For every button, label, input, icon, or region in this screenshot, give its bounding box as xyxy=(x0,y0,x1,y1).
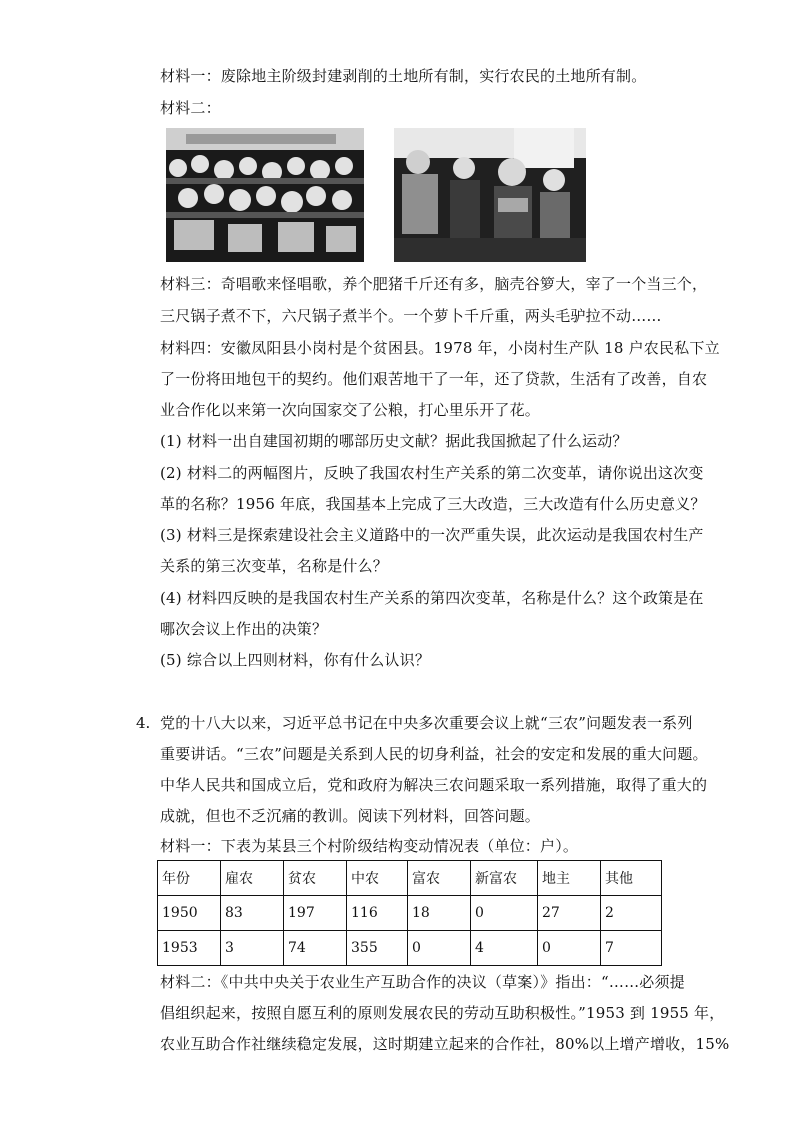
table-header-cell: 中农 xyxy=(347,861,408,896)
table-cell: 197 xyxy=(284,896,347,931)
material2-label: 材料二： xyxy=(160,99,221,117)
table-cell: 1953 xyxy=(158,931,221,966)
table-row xyxy=(158,896,662,931)
table-cell: 0 xyxy=(471,896,538,931)
material4-line-2: 了一份将田地包干的契约。他们艰苦地干了一年，还了贷款，生活有了改善，自农 xyxy=(160,370,708,388)
q4-material2-line-1: 材料二：《中共中央关于农业生产互助合作的决议（草案）》指出：“……必须提 xyxy=(160,973,685,991)
table-header-row xyxy=(158,861,662,896)
question-1: (1) 材料一出自建国初期的哪部历史文献？据此我国掀起了什么运动？ xyxy=(160,432,628,450)
table-cell: 18 xyxy=(408,896,471,931)
meeting-photo xyxy=(394,128,586,262)
material4-line-1: 材料四：安徽凤阳县小岗村是个贫困县。1978 年，小岗村生产队 18 户农民私下立 xyxy=(160,339,720,357)
material3-line-2: 三尺锅子煮不下，六尺锅子煮半个。一个萝卜千斤重，两头毛驴拉不动…… xyxy=(160,307,662,325)
question-5: (5) 综合以上四则材料，你有什么认识？ xyxy=(160,651,431,669)
table-cell: 3 xyxy=(221,931,284,966)
table-header-cell: 新富农 xyxy=(471,861,538,896)
table-cell: 0 xyxy=(408,931,471,966)
q4-material2-line-3: 农业互助合作社继续稳定发展，这时期建立起来的合作社，80%以上增产增收，15% xyxy=(160,1035,730,1053)
table-header-cell: 年份 xyxy=(158,861,221,896)
table-header-cell: 贫农 xyxy=(284,861,347,896)
q4-material2-line-2: 倡组织起来，按照自愿互利的原则发展农民的劳动互助积极性。”1953 到 1955 年， xyxy=(160,1004,725,1022)
table-cell: 83 xyxy=(221,896,284,931)
material3-line-1: 材料三：奇唱歌来怪唱歌，养个肥猪千斤还有多，脑壳谷箩大，宰了一个当三个， xyxy=(160,275,708,293)
q4-intro-line-1: 党的十八大以来，习近平总书记在中央多次重要会议上就“三农”问题发表一系列 xyxy=(160,714,693,732)
table-cell: 355 xyxy=(347,931,408,966)
q4-intro-line-2: 重要讲话。“三农”问题是关系到人民的切身利益，社会的安定和发展的重大问题。 xyxy=(160,745,708,763)
material4-line-3: 业合作化以来第一次向国家交了公粮，打心里乐开了花。 xyxy=(160,401,541,419)
class-structure-table xyxy=(157,860,662,966)
table-cell: 1950 xyxy=(158,896,221,931)
crowd-photo xyxy=(166,128,364,262)
table-cell: 27 xyxy=(538,896,601,931)
question-3-line-2: 关系的第三次变革，名称是什么？ xyxy=(160,557,389,575)
table-cell: 0 xyxy=(538,931,601,966)
question-3-line-1: (3) 材料三是探索建设社会主义道路中的一次严重失误，此次运动是我国农村生产 xyxy=(160,526,704,544)
question-4-line-2: 哪次会议上作出的决策？ xyxy=(160,620,328,638)
question-4-line-1: (4) 材料四反映的是我国农村生产关系的第四次变革，名称是什么？这个政策是在 xyxy=(160,589,704,607)
q4-intro-line-3: 中华人民共和国成立后，党和政府为解决三农问题采取一系列措施，取得了重大的 xyxy=(160,776,708,794)
question-number-4: 4. xyxy=(136,714,151,732)
table-header-cell: 雇农 xyxy=(221,861,284,896)
table-cell: 74 xyxy=(284,931,347,966)
table-cell: 116 xyxy=(347,896,408,931)
material1-text: 材料一：废除地主阶级封建剥削的土地所有制，实行农民的土地所有制。 xyxy=(160,67,647,85)
table-cell: 4 xyxy=(471,931,538,966)
question-2-line-2: 革的名称？1956 年底，我国基本上完成了三大改造，三大改造有什么历史意义？ xyxy=(160,495,706,513)
table-row xyxy=(158,931,662,966)
question-2-line-1: (2) 材料二的两幅图片，反映了我国农村生产关系的第二次变革，请你说出这次变 xyxy=(160,464,704,482)
table-cell: 2 xyxy=(601,896,662,931)
table-header-cell: 富农 xyxy=(408,861,471,896)
table-header-cell: 其他 xyxy=(601,861,662,896)
q4-material1-caption: 材料一：下表为某县三个村阶级结构变动情况表（单位：户）。 xyxy=(160,837,579,855)
q4-intro-line-4: 成就，但也不乏沉痛的教训。阅读下列材料，回答问题。 xyxy=(160,807,541,825)
table-header-cell: 地主 xyxy=(538,861,601,896)
table-cell: 7 xyxy=(601,931,662,966)
